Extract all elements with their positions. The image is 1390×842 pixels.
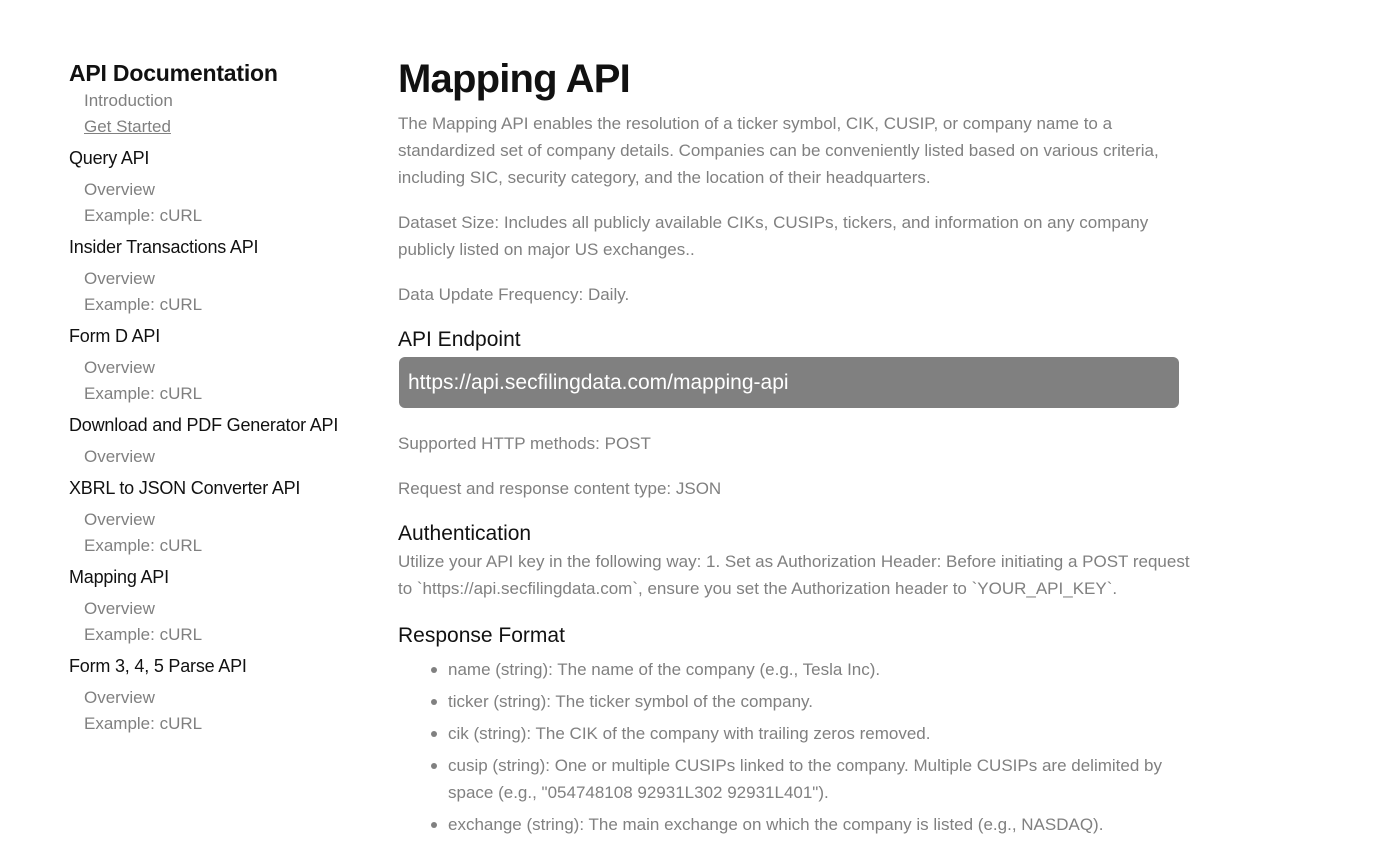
sidebar-group-xbrl-json-api xyxy=(69,476,369,559)
sidebar-group-mapping-api xyxy=(69,565,369,648)
sidebar-title: API Documentation xyxy=(69,60,278,86)
sidebar-group-title[interactable]: Download and PDF Generator API xyxy=(69,415,339,435)
sidebar-group-download-pdf-api xyxy=(69,413,369,470)
sidebar-group-title[interactable]: Query API xyxy=(69,148,150,168)
description-text: The Mapping API enables the resolution of a ticker symbol, CIK, CUSIP, or company name to a standardized set of company details. Companies can be conveniently listed based on various criteria, including SIC, security category, and the location of their headquarters. xyxy=(398,114,1159,187)
update-frequency-text: Data Update Frequency: Daily. xyxy=(398,285,630,304)
sidebar-group-form-345-api xyxy=(69,654,369,737)
sidebar-item-overview[interactable]: Overview xyxy=(84,269,155,288)
sidebar-nav xyxy=(69,58,369,737)
list-item: cusip (string): One or multiple CUSIPs linked to the company. Multiple CUSIPs are delimited by space (e.g., "054748108 92931L302 92931L401"). xyxy=(448,752,1190,806)
content-type-text: Request and response content type: JSON xyxy=(398,479,722,498)
sidebar-group-query-api xyxy=(69,146,369,229)
sidebar-group-form-d-api xyxy=(69,324,369,407)
sidebar-group-title[interactable]: Insider Transactions API xyxy=(69,237,259,257)
sidebar-group-title[interactable]: XBRL to JSON Converter API xyxy=(69,478,301,498)
list-item: cik (string): The CIK of the company with trailing zeros removed. xyxy=(448,720,1190,747)
sidebar-item-overview[interactable]: Overview xyxy=(84,358,155,377)
sidebar-item-introduction[interactable]: Introduction xyxy=(84,91,173,110)
endpoint-url-box[interactable]: https://api.secfilingdata.com/mapping-api xyxy=(399,357,1179,408)
sidebar-item-overview[interactable]: Overview xyxy=(84,447,155,466)
main-content xyxy=(398,56,1190,842)
list-item: exchange (string): The main exchange on which the company is listed (e.g., NASDAQ). xyxy=(448,811,1190,838)
sidebar-group-title[interactable]: Form D API xyxy=(69,326,161,346)
sidebar-item-get-started[interactable]: Get Started xyxy=(84,117,171,136)
sidebar-item-example-curl[interactable]: Example: cURL xyxy=(84,384,203,403)
sidebar-item-overview[interactable]: Overview xyxy=(84,180,155,199)
sidebar-group-insider-transactions-api xyxy=(69,235,369,318)
authentication-heading: Authentication xyxy=(398,522,532,545)
sidebar-item-overview[interactable]: Overview xyxy=(84,688,155,707)
page-title: Mapping API xyxy=(398,57,630,101)
sidebar-item-example-curl[interactable]: Example: cURL xyxy=(84,295,203,314)
dataset-size-text: Dataset Size: Includes all publicly available CIKs, CUSIPs, tickers, and information on any company publicly listed on major US exchanges.. xyxy=(398,213,1149,259)
endpoint-heading: API Endpoint xyxy=(398,328,521,351)
sidebar-item-example-curl[interactable]: Example: cURL xyxy=(84,714,203,733)
sidebar-group-title[interactable]: Form 3, 4, 5 Parse API xyxy=(69,656,247,676)
response-format-heading: Response Format xyxy=(398,624,565,647)
sidebar-item-example-curl[interactable]: Example: cURL xyxy=(84,206,203,225)
sidebar-group-title[interactable]: Mapping API xyxy=(69,567,169,587)
authentication-text: Utilize your API key in the following way: 1. Set as Authorization Header: Before initiating a POST request to `https://api.secfilingdata.com`, ensure you set the Authorization header to `YOUR_API_KEY`. xyxy=(398,552,1190,598)
sidebar-item-example-curl[interactable]: Example: cURL xyxy=(84,625,203,644)
http-methods-text: Supported HTTP methods: POST xyxy=(398,434,651,453)
sidebar-item-overview[interactable]: Overview xyxy=(84,510,155,529)
list-item: ticker (string): The ticker symbol of the company. xyxy=(448,688,1190,715)
sidebar-item-example-curl[interactable]: Example: cURL xyxy=(84,536,203,555)
list-item: name (string): The name of the company (e.g., Tesla Inc). xyxy=(448,656,1190,683)
response-format-list xyxy=(398,656,1190,838)
sidebar-item-overview[interactable]: Overview xyxy=(84,599,155,618)
